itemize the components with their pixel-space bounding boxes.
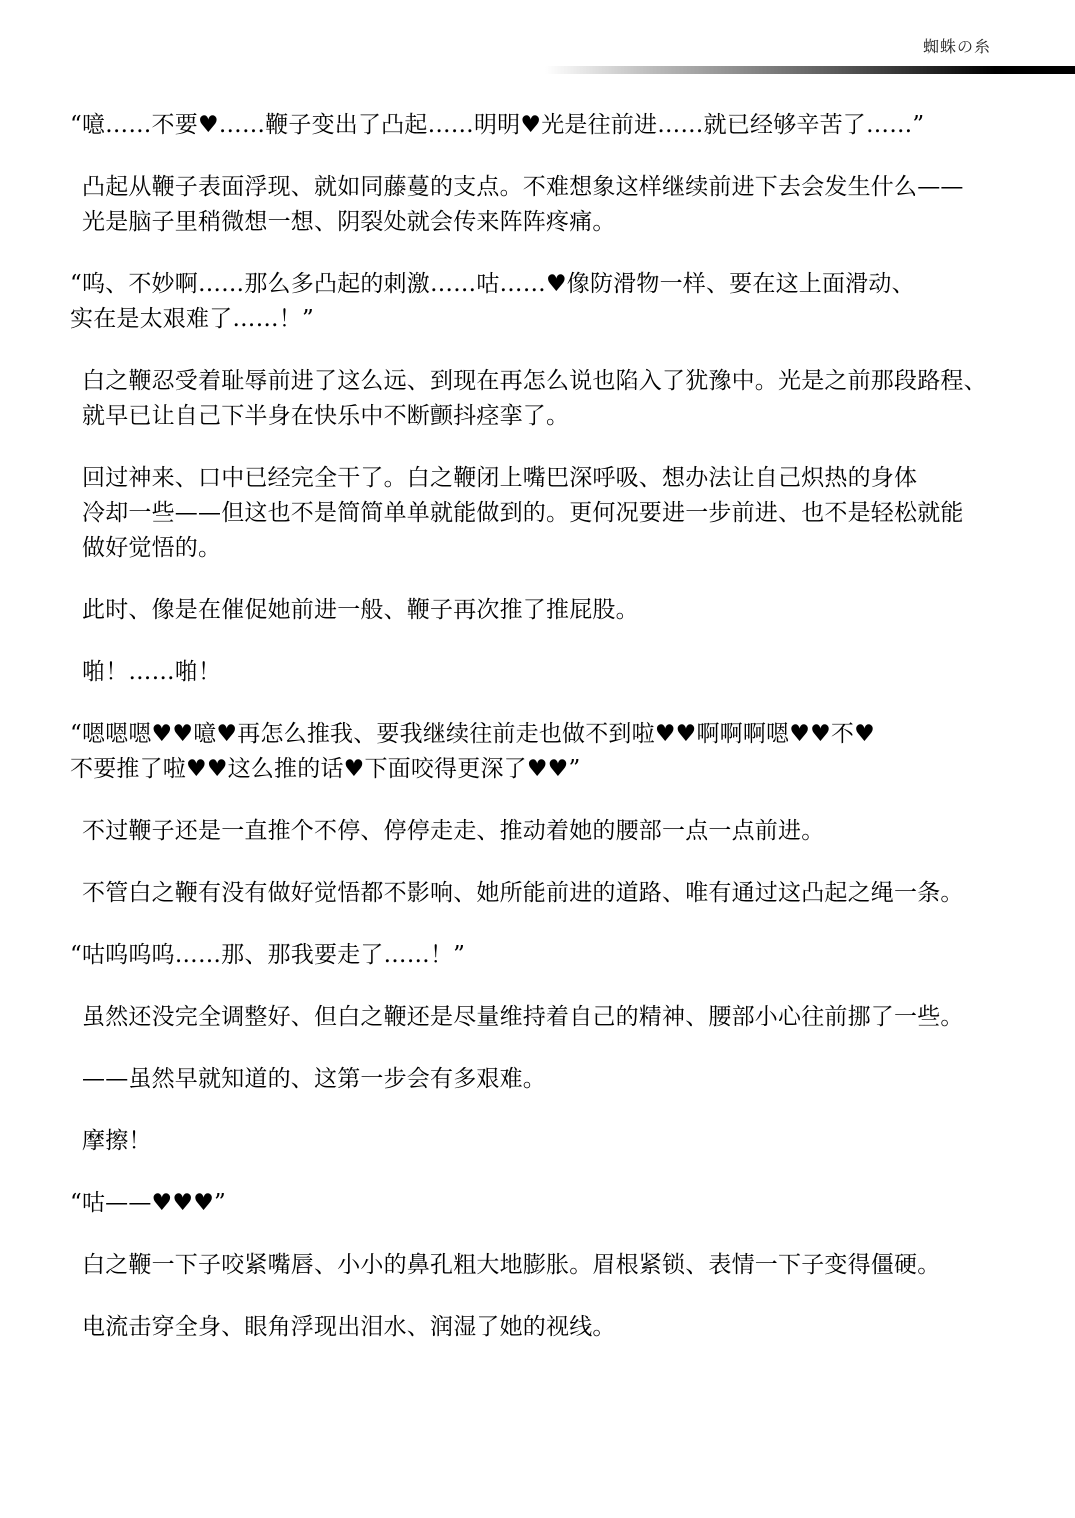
- paragraph-dialogue: “咕——♥♥♥”: [70, 1190, 226, 1216]
- paragraph-narration: 白之鞭一下子咬紧嘴唇、小小的鼻孔粗大地膨胀。眉根紧锁、表情一下子变得僵硬。: [82, 1252, 941, 1278]
- paragraph-narration: 白之鞭忍受着耻辱前进了这么远、到现在再怎么说也陷入了犹豫中。光是之前那段路程、 就早已让自己下半身在快乐中不断颤抖痉挛了。: [82, 368, 987, 429]
- paragraph-dialogue: “咕呜呜呜……那、那我要走了……！”: [70, 942, 466, 968]
- paragraph-narration: 回过神来、口中已经完全干了。白之鞭闭上嘴巴深呼吸、想办法让自己炽热的身体 冷却一些——但这也不是简简单单就能做到的。更何况要进一步前进、也不是轻松就能 做好觉悟的。: [82, 465, 964, 561]
- paragraph-dialogue: “呜、不妙啊……那么多凸起的刺激……咕……♥像防滑物一样、要在这上面滑动、 实在是太艰难了……！”: [70, 271, 915, 332]
- paragraph-sound-effect: 啪！……啪！: [82, 659, 222, 685]
- paragraph-narration: 不过鞭子还是一直推个不停、停停走走、推动着她的腰部一点一点前进。: [82, 818, 825, 844]
- document-body: [70, 108, 1055, 1372]
- paragraph-narration: 不管白之鞭有没有做好觉悟都不影响、她所能前进的道路、唯有通过这凸起之绳一条。: [82, 880, 964, 906]
- paragraph-narration: 电流击穿全身、眼角浮现出泪水、润湿了她的视线。: [82, 1314, 616, 1340]
- header-rule: [545, 66, 1075, 74]
- paragraph-narration: 此时、像是在催促她前进一般、鞭子再次推了推屁股。: [82, 597, 639, 623]
- header-title: 蜘蛛の糸: [922, 37, 991, 56]
- paragraph-sound-effect: 摩擦！: [82, 1128, 152, 1154]
- paragraph-dialogue: “噫……不要♥……鞭子变出了凸起……明明♥光是往前进……就已经够辛苦了……”: [70, 112, 925, 138]
- paragraph-narration: 凸起从鞭子表面浮现、就如同藤蔓的支点。不难想象这样继续前进下去会发生什么—— 光是脑子里稍微想一想、阴裂处就会传来阵阵疼痛。: [82, 174, 964, 235]
- paragraph-narration: 虽然还没完全调整好、但白之鞭还是尽量维持着自己的精神、腰部小心往前挪了一些。: [82, 1004, 964, 1030]
- paragraph-narration: ——虽然早就知道的、这第一步会有多艰难。: [82, 1066, 546, 1092]
- paragraph-dialogue: “嗯嗯嗯♥♥噫♥再怎么推我、要我继续往前走也做不到啦♥♥啊啊啊嗯♥♥不♥ 不要推了啦♥♥这么推的话♥下面咬得更深了♥♥”: [70, 721, 875, 782]
